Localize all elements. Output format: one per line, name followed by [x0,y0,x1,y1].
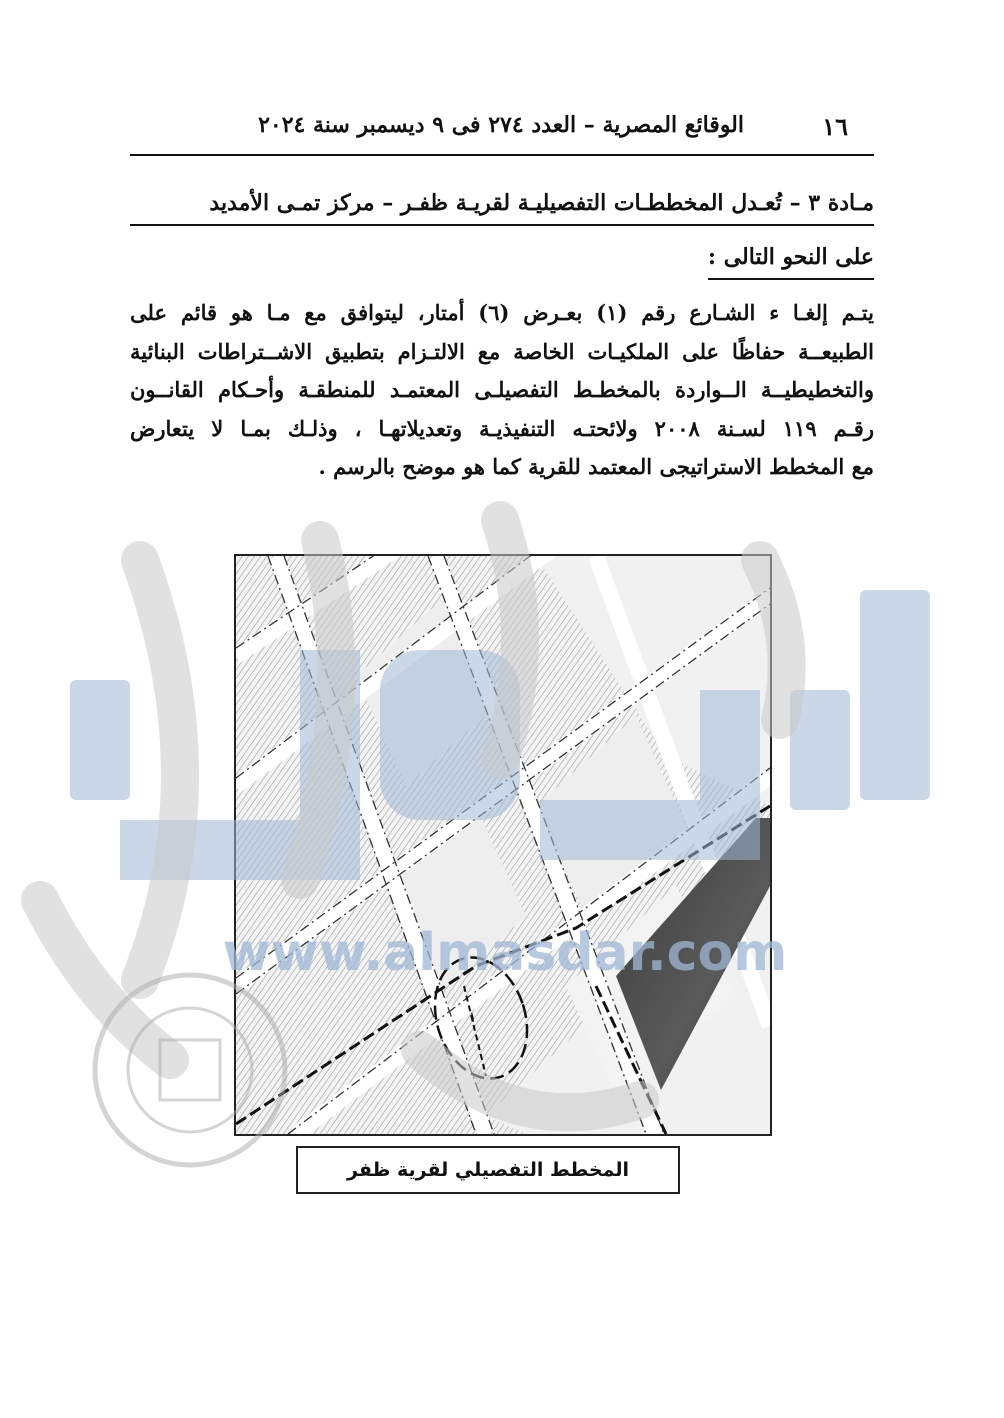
running-head: الوقائع المصرية – العدد ٢٧٤ فى ٩ ديسمبر سنة ٢٠٢٤ [258,112,744,138]
article-number: مـادة ٣ – [789,190,874,216]
paragraph-line: رقـم ١١٩ لسـنة ٢٠٠٨ ولائحتـه التنفيذيـة وتعديلاتهـا ، وذلـك بمـا لا يتعارض [130,415,874,441]
paragraph-line: يتـم إلغـا ء الشـارع رقم (١) بعـرض (٦) أمتار، ليتوافق مع مـا هو قائم على [130,300,874,325]
map-drawing [236,556,770,1134]
page-number: ١٦ [822,112,848,141]
map-caption: المخطط التفصيلي لقرية ظفر [347,1159,629,1181]
header-divider [130,154,874,156]
watermark-site-url: www.almasdar.com [222,923,788,983]
article-title: تُعـدل المخططـات التفصيليـة لقريـة ظفـر – مركز تمـى الأمديد [209,190,790,216]
page-header [130,112,874,152]
article-subtitle-line: على النحو التالى : [708,240,874,280]
street-number-label: ١ [469,1010,477,1026]
paragraph-line: والتخطيطيــة الــواردة بالمخطـط التفصيلـى المعتمـد للمنطقـة وأحـكام القانــون [130,377,874,402]
article-title-line [130,186,874,226]
map-caption-box [296,1146,680,1194]
detailed-plan-map [234,554,772,1136]
paragraph-line: الطبيعــة حفاظًا على الملكيـات الخاصة مع الالتـزام بتطبيق الاشــتراطات البنائية [130,338,874,364]
paragraph-line: مع المخطط الاستراتيجى المعتمد للقرية كما هو موضح بالرسم . [318,454,874,479]
article-paragraph [130,294,874,487]
